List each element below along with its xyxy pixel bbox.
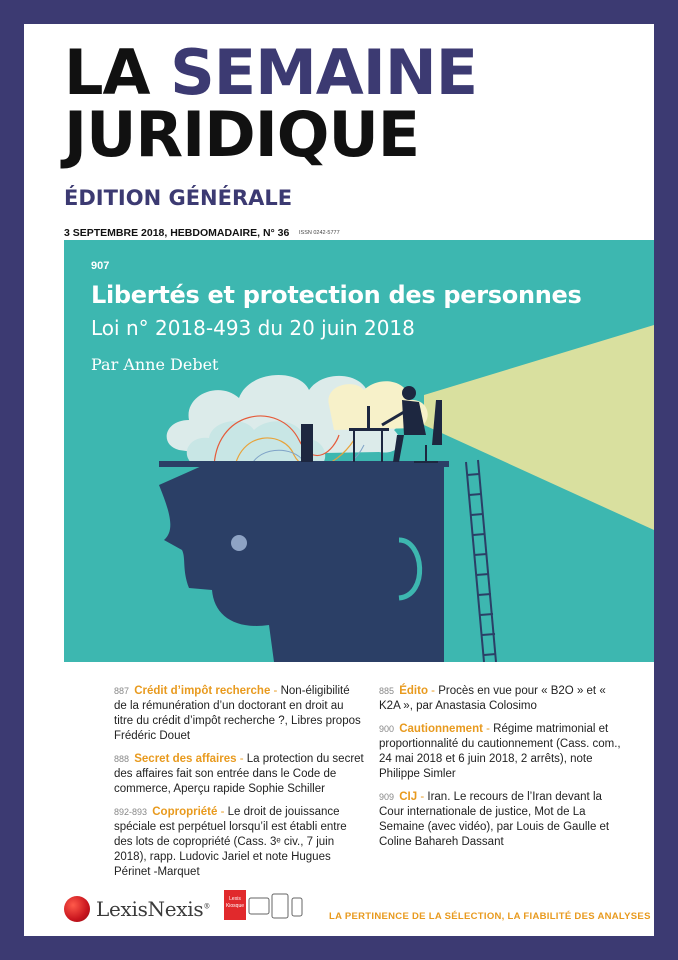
ladder xyxy=(466,460,496,662)
item-number: 885 xyxy=(379,686,395,696)
cover-subtitle: Loi n° 2018-493 du 20 juin 2018 xyxy=(91,316,415,340)
cover-title: Libertés et protection des personnes xyxy=(91,281,582,309)
cover-author: Par Anne Debet xyxy=(91,355,219,374)
item-separator: - xyxy=(482,723,494,735)
item-number: 900 xyxy=(379,724,395,734)
cover-illustration xyxy=(64,240,654,662)
item-topic: Cautionnement xyxy=(399,723,483,735)
monitor xyxy=(367,406,370,428)
summary-right-column xyxy=(379,684,629,858)
person-head xyxy=(402,386,416,400)
devices-icon xyxy=(248,892,308,922)
item-text: Procès en vue pour « B2O » et « K2A », par Anastasia Colosimo xyxy=(379,685,606,712)
summary-item xyxy=(379,790,629,850)
item-separator: - xyxy=(427,685,439,697)
registered-mark: ® xyxy=(203,902,211,911)
item-text: Iran. Le recours de l’Iran devant la Cour internationale de justice, Mot de La Semaine (avec vidéo), par Louis de Gaulle et Coline Bahareh Dassant xyxy=(379,791,610,848)
summary-item xyxy=(379,684,629,714)
item-topic: CIJ xyxy=(399,791,418,803)
item-text: Régime matrimonial et proportionnalité du cautionnement (Cass. com., 24 mai 2018 et 6 juin 2018, 2 arrêts), note Philippe Simler xyxy=(379,723,621,780)
cover-article-number: 907 xyxy=(91,260,110,272)
light-beam xyxy=(424,325,654,530)
item-separator: - xyxy=(270,685,281,697)
summary-left-column xyxy=(114,684,364,888)
head-silhouette xyxy=(159,465,444,662)
item-text: La protection du secret des affaires fait son entrée dans le Code de commerce, Aperçu rapide Sophie Schiller xyxy=(114,753,364,795)
device-box xyxy=(301,424,313,462)
masthead-line-1 xyxy=(64,36,478,109)
item-number: 909 xyxy=(379,792,395,802)
item-separator: - xyxy=(217,806,228,818)
item-topic: Copropriété xyxy=(152,806,218,818)
desk-top xyxy=(349,428,389,431)
footer-tagline: LA PERTINENCE DE LA SÉLECTION, LA FIABILITÉ DES ANALYSES xyxy=(329,911,651,922)
masthead xyxy=(64,36,478,171)
summary-item xyxy=(114,684,364,744)
summary-item xyxy=(114,805,364,880)
masthead-la: LA xyxy=(64,36,171,109)
item-topic: Crédit d’impôt recherche xyxy=(134,685,271,697)
eye xyxy=(231,535,247,551)
item-number: 892-893 xyxy=(114,807,148,817)
edition-label: ÉDITION GÉNÉRALE xyxy=(64,186,293,210)
summary-item xyxy=(114,752,364,797)
item-number: 888 xyxy=(114,754,130,764)
lexisnexis-wordmark xyxy=(96,897,210,921)
item-number: 887 xyxy=(114,686,130,696)
lexis-kiosque-badge: Lexis Kiosque xyxy=(224,890,246,920)
item-topic: Secret des affaires xyxy=(134,753,237,765)
item-text: Le droit de jouissance spéciale est perpétuel lorsqu’il est établi entre des lots de copropriété (Cass. 3ᵉ civ., 7 juin 2018), rapp. Ludovic Jariel et note Hugues Périnet -Marquet xyxy=(114,806,347,878)
summary-item xyxy=(379,722,629,782)
masthead-line-2: JURIDIQUE xyxy=(64,98,420,171)
item-separator: - xyxy=(236,753,247,765)
lexisnexis-globe-icon xyxy=(64,896,90,922)
publisher-name: LexisNexis xyxy=(96,897,204,921)
lexisnexis-logo xyxy=(64,896,210,922)
item-text: Non-éligibilité de la rémunération d’un doctorant en droit au titre du crédit d’impôt recherche ?, Libres propos Frédéric Douet xyxy=(114,685,361,742)
issue-dateline: 3 SEPTEMBRE 2018, HEBDOMADAIRE, N° 36 xyxy=(64,227,290,239)
issn: ISSN 0242-5777 xyxy=(299,230,340,236)
item-topic: Édito xyxy=(399,685,428,697)
journal-cover xyxy=(24,24,654,936)
masthead-semaine: SEMAINE xyxy=(170,36,478,109)
item-separator: - xyxy=(417,791,428,803)
